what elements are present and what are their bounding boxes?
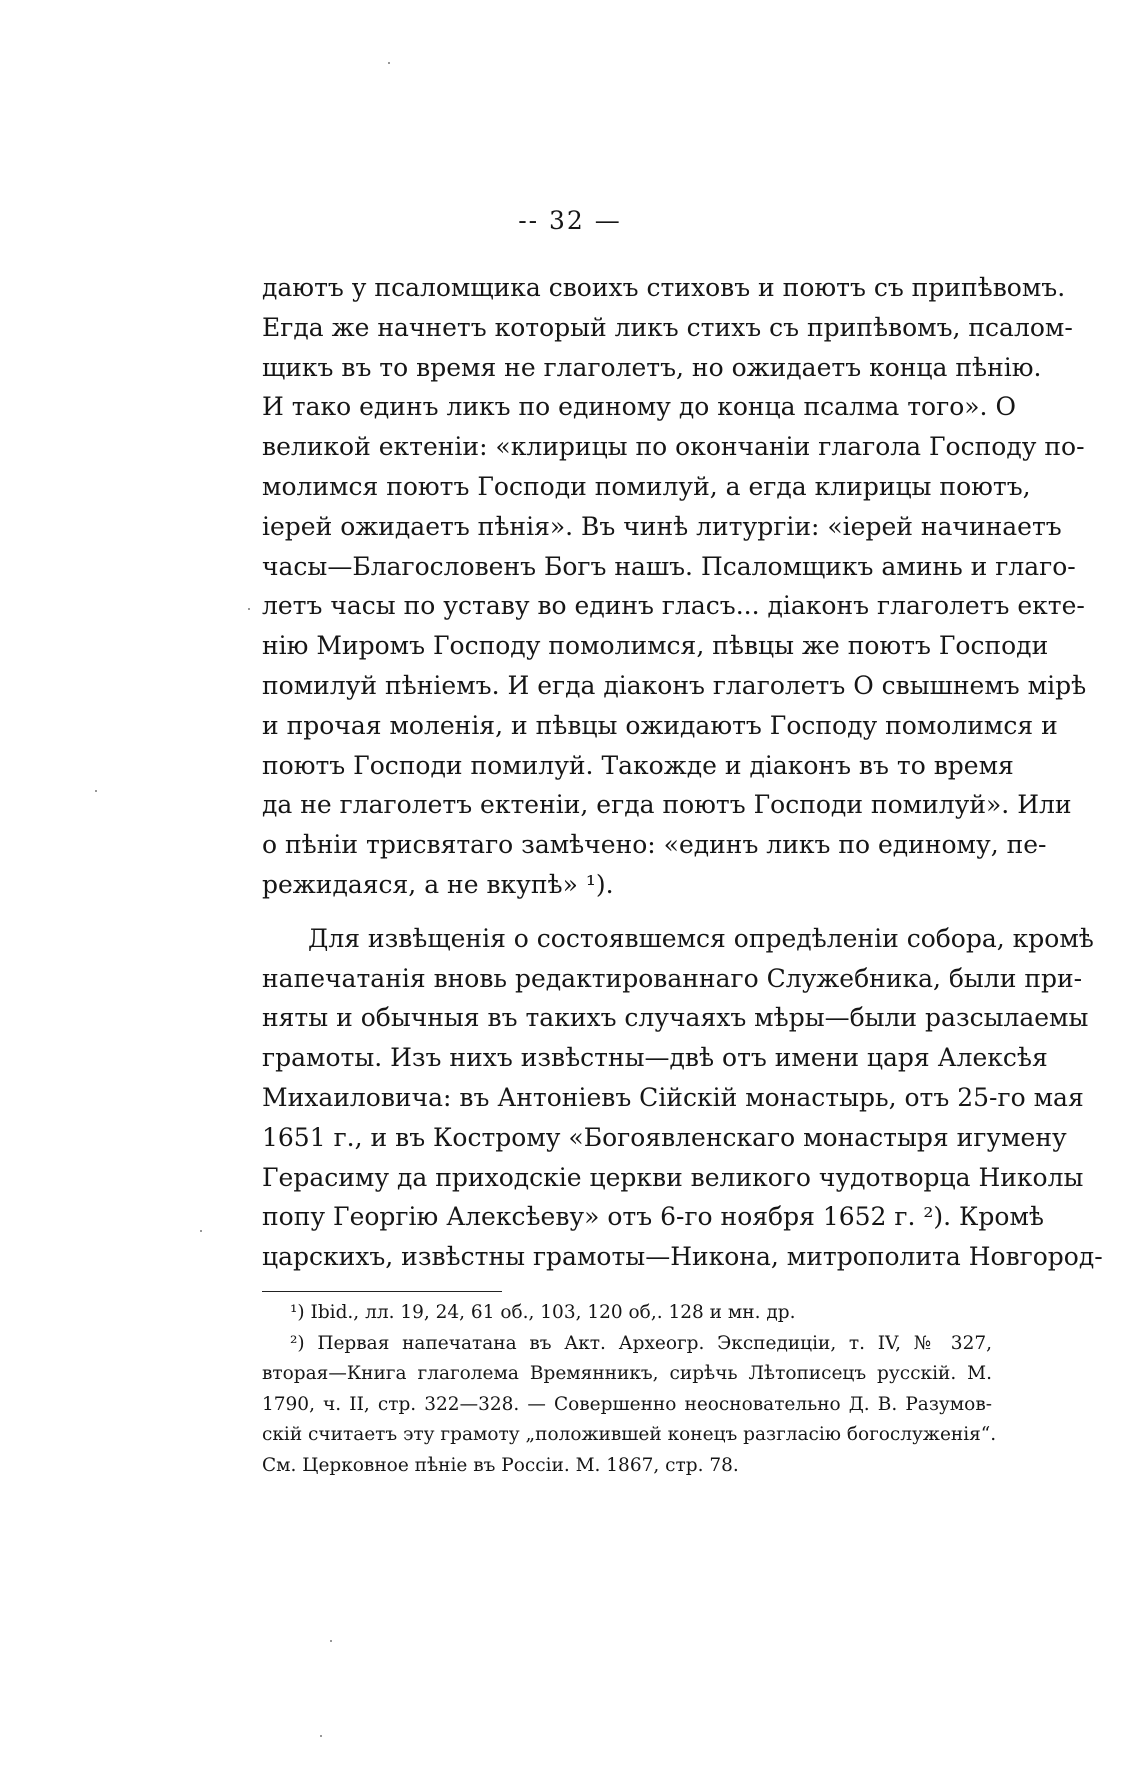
scan-speck [95,790,97,792]
footnote-2-line: вторая—Книга глаголема Времянникъ, сирѣчь Лѣтописецъ русскiй. М. [262,1363,992,1384]
footnotes [262,1298,997,1481]
scan-speck [388,62,390,64]
scan-speck [248,608,250,610]
footnote-2-line: скiй считаетъ эту грамоту „положившей конецъ разгласiю богослуженiя“. [262,1424,997,1445]
text-line: летъ часы по уставу во единъ гласъ... дiаконъ глаголетъ екте- [262,591,1085,621]
footnote-2-line: 1790, ч. II, стр. 322—328. — Совершенно неосновательно Д. В. Разумов- [262,1393,992,1415]
scan-speck [330,1640,332,1642]
text-line: и прочая моленiя, и пѣвцы ожидаютъ Господу помолимся и [262,710,1058,740]
text-line: режидаяся, а не вкупѣ» ¹). [262,869,614,899]
text-line: нiю Миромъ Господу помолимся, пѣвцы же поютъ Господи [262,631,1049,661]
paragraph-gap [262,905,992,919]
footnote-1: ¹) Ibid., лл. 19, 24, 61 об., 103, 120 об,. 128 и мн. др. [290,1302,796,1323]
text-line: великой ектенiи: «клирицы по окончанiи глагола Господу по- [262,432,1085,462]
text-line: напечатанiя вновь редактированнаго Служебника, были при- [262,963,1083,993]
text-line: няты и обычныя въ такихъ случаяхъ мѣры—были разсылаемы [262,1003,1089,1033]
text-line: попу Георгiю Алексѣеву» отъ 6-го ноября 1652 г. ²). Кромѣ [262,1202,1044,1232]
footnote-2-line: ²) Первая напечатана въ Акт. Археогр. Экспедицiи, т. IV, № 327, [290,1332,992,1354]
text-line: Михаиловича: въ Антонiевъ Сiйскiй монастырь, отъ 25-го мая [262,1082,1084,1112]
text-line: о пѣнiи трисвятаго замѣчено: «единъ ликъ по единому, пе- [262,830,1047,860]
text-line: да не глаголетъ ектенiи, егда поютъ Господи помилуй». Или [262,790,1072,820]
text-line: щикъ въ то время не глаголетъ, но ожидаетъ конца пѣнiю. [262,352,1042,382]
scan-speck [200,1230,202,1232]
text-line: И тако единъ ликъ по единому до конца псалма того». О [262,392,1016,422]
paragraph-2 [262,919,1103,1277]
text-line: Егда же начнетъ который ликъ стихъ съ припѣвомъ, псалом- [262,312,1073,342]
text-line: Герасиму да приходскiе церкви великого чудотворца Николы [262,1162,1084,1192]
text-line: поютъ Господи помилуй. Такожде и дiаконъ въ то время [262,750,1014,780]
scan-speck [320,1735,322,1737]
footnote-divider [262,1291,502,1292]
text-line: помилуй пѣнiемъ. И егда дiаконъ глаголетъ О свышнемъ мiрѣ [262,670,1087,700]
main-text [262,268,1103,1277]
text-line: даютъ у псаломщика своихъ стиховъ и поютъ съ припѣвомъ. [262,273,1066,302]
text-line: Для извѣщенiя о состоявшемся опредѣленiи собора, кромѣ [308,923,1094,953]
page-number: -- 32 — [518,206,622,235]
text-line: царскихъ, извѣстны грамоты—Никона, митрополита Новгород- [262,1242,1103,1272]
footnote-2-line: См. Церковное пѣнiе въ Россiи. М. 1867, стр. 78. [262,1454,739,1476]
text-line: 1651 г., и въ Кострому «Богоявленскаго монастыря игумену [262,1122,1067,1152]
text-line: молимся поютъ Господи помилуй, а егда клирицы поютъ, [262,471,1031,501]
paragraph-1 [262,268,1087,905]
text-line: грамоты. Изъ нихъ извѣстны—двѣ отъ имени царя Алексѣя [262,1043,1048,1073]
text-line: iерей ожидаетъ пѣнiя». Въ чинѣ литургiи: «iерей начинаетъ [262,511,1062,541]
text-line: часы—Благословенъ Богъ нашъ. Псаломщикъ аминь и глаго- [262,551,1076,581]
